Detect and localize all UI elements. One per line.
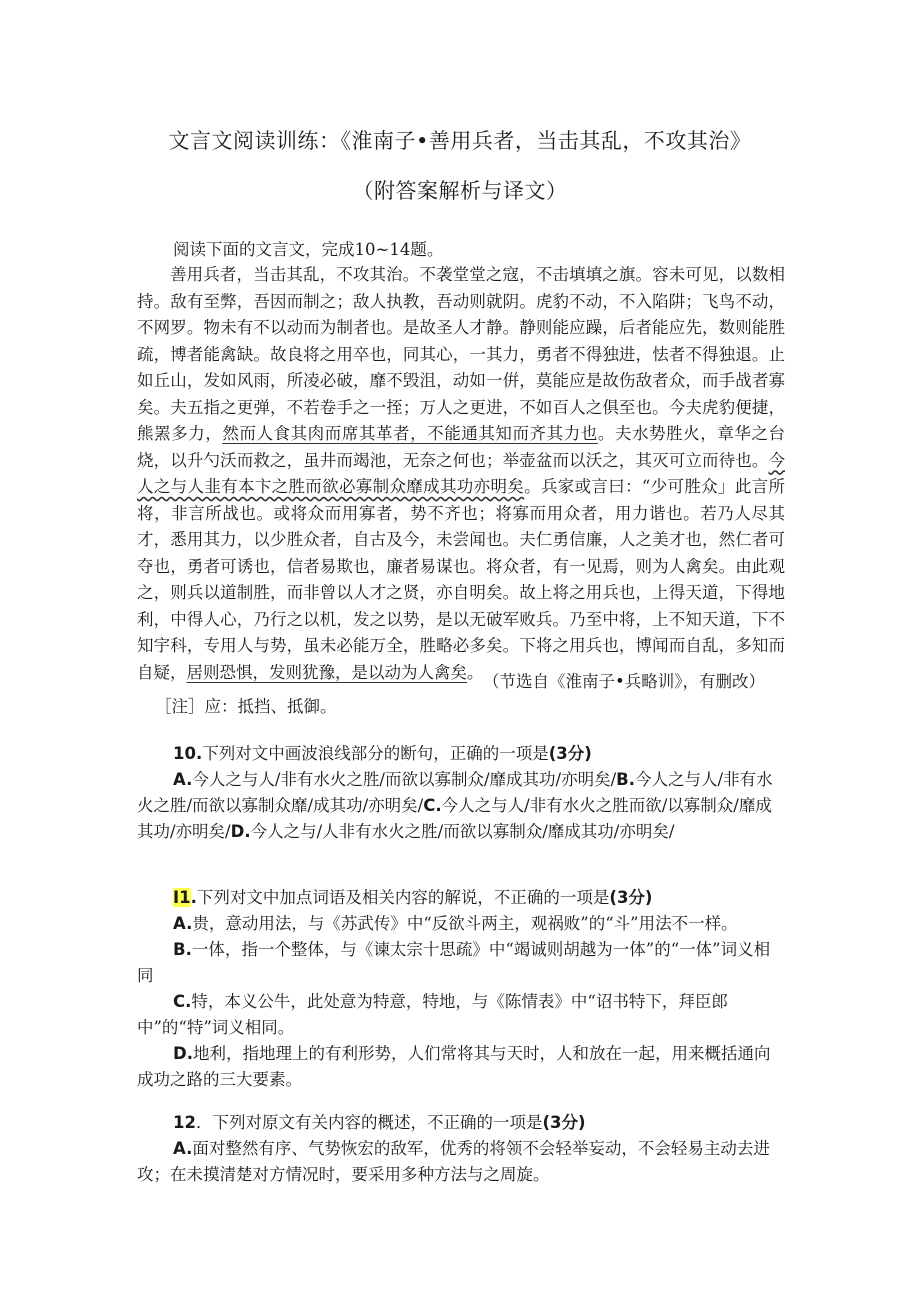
question-number-highlight: I1 — [173, 888, 191, 907]
option-b: 今人之与人/非有水火之胜/而欲以寡制众靡/成其功/亦明矣/ — [137, 770, 773, 815]
question-10-stem: 10.下列对文中画波浪线部分的断句，正确的一项是(3分) — [173, 744, 592, 763]
intro-text: 阅读下面的文言文，完成10~14题。 — [173, 240, 444, 259]
option-c: C.特，本义公牛，此处意为特意，特地，与《陈情表》中“诏书特下，拜臣郎中”的“特”词义相同。 — [137, 992, 728, 1037]
underlined-sentence-1: 然而人食其肉而席其革者，不能通其知而齐其力也 — [222, 424, 598, 443]
passage-part-4: 。 — [467, 662, 484, 682]
option-d: D.地利，指地理上的有利形势，人们常将其与天时，人和放在一起，用来概括通向成功之路的三大要素。 — [137, 1044, 771, 1089]
option-a: A.面对整然有序、气势恢宏的敌军，优秀的将领不会轻举妄动，不会轻易主动去进攻；在未摸清楚对方情况时，要采用多种方法与之周旋。 — [137, 1139, 770, 1184]
option-a: 今人之与人/非有水火之胜/而欲以寡制众/靡成其功/亦明矣/ — [192, 770, 617, 789]
passage-part-2: 。夫水势胜火，章华之台烧，以升勺沃而救之，虽井而竭池，无奈之何也；举壶盆而以沃之，其灭可立而待也。 — [137, 424, 786, 470]
option-c: 今人之与人/非有水火之胜而欲/以寡制众/靡成其功/亦明矣/ — [137, 796, 772, 841]
document-title: 文言文阅读训练：《淮南子•善用兵者，当击其乱，不攻其治》 — [168, 129, 752, 153]
passage-part-3: 。兵家或言曰：“少可胜众」此言所将，非言所战也。或将众而用寡者，势不齐也；将寡而用众者，用力谐也。若乃人尽其才，悉用其力，以少胜众者，自古及今，未尝闻也。夫仁勇信廉，人之美才也，然仁者可夺也，勇者可诱也，信者易欺也，廉者易谋也。将众者，有一见焉，则为人禽矣。由此观之，则兵以道制胜，而非曾以人才之贤，亦自明矣。故上将之用兵也，上得天道，下得地利，中得人心，乃行之以机，发之以势，是以无破军败兵。乃至中将，上不知天道，下不知宇科，专用人与势，虽未必能万全，胜略必多矣。下将之用兵也，博闻而自乱，多知而自疑， — [137, 477, 786, 682]
document-subtitle: （附答案解析与译文） — [352, 179, 568, 203]
passage-source: （节选自《淮南子•兵略训》，有删改） — [483, 672, 765, 691]
question-10-options: A.今人之与人/非有水火之胜/而欲以寡制众/靡成其功/亦明矣/B.今人之与人/非有水火之胜/而欲以寡制众靡/成其功/亦明矣/C.今人之与人/非有水火之胜而欲/以寡制众/靡成其功/亦明矣/D.今人之与/人非有水火之胜/而欲以寡制众/靡成其功/亦明矣/ — [137, 770, 773, 841]
question-12-stem: 12．下列对原文有关内容的概述，不正确的一项是(3分) — [173, 1113, 586, 1132]
question-12 — [137, 1110, 785, 1188]
underlined-sentence-2: 居则恐惧，发则犹豫，是以动为人禽矣 — [186, 662, 467, 682]
annotation-note: ［注］应：抵挡、抵御。 — [155, 697, 337, 716]
passage-part-1: 善用兵者，当击其乱，不攻其治。不袭堂堂之寇，不击填填之旗。容未可见，以数相持。敌有至弊，吾因而制之；敌人执教，吾动则就阴。虎豹不动，不入陷阱；飞鸟不动，不网罗。物未有不以动而为制者也。是故圣人才静。静则能应躁，后者能应先，数则能胜疏，博者能禽缺。故良将之用卒也，同其心，一其力，勇者不得独进，怯者不得独退。止如丘山，发如风雨，所凌必破，靡不毁沮，动如一倂，莫能应是故伤敌者众，而手战者寡矣。夫五指之更弹，不若卷手之一挃；万人之更进，不如百人之俱至也。今夫虎豹便捷，熊罴多力， — [137, 265, 785, 443]
wavy-underlined-sentence: 今人之与人韭有本卞之胜而欲必寡制众靡成其功亦明矣 — [137, 450, 785, 496]
reading-instructions — [137, 236, 785, 260]
option-a: A.贵，意动用法，与《苏武传》中“反欲斗两主，观祸败”的“斗”用法不一样。 — [173, 914, 738, 933]
classical-passage — [137, 262, 785, 686]
option-b: B.一体，指一个整体，与《谏太宗十思疏》中“竭诚则胡越为一体”的“一体”词义相同 — [137, 940, 771, 985]
question-11 — [137, 885, 785, 1093]
question-11-stem: I1.下列对文中加点词语及相关内容的解说，不正确的一项是(3分) — [173, 888, 653, 907]
question-10 — [137, 741, 785, 845]
option-d: 今人之与/人非有水火之胜/而欲以寡制众/靡成其功/亦明矣/ — [250, 822, 675, 841]
